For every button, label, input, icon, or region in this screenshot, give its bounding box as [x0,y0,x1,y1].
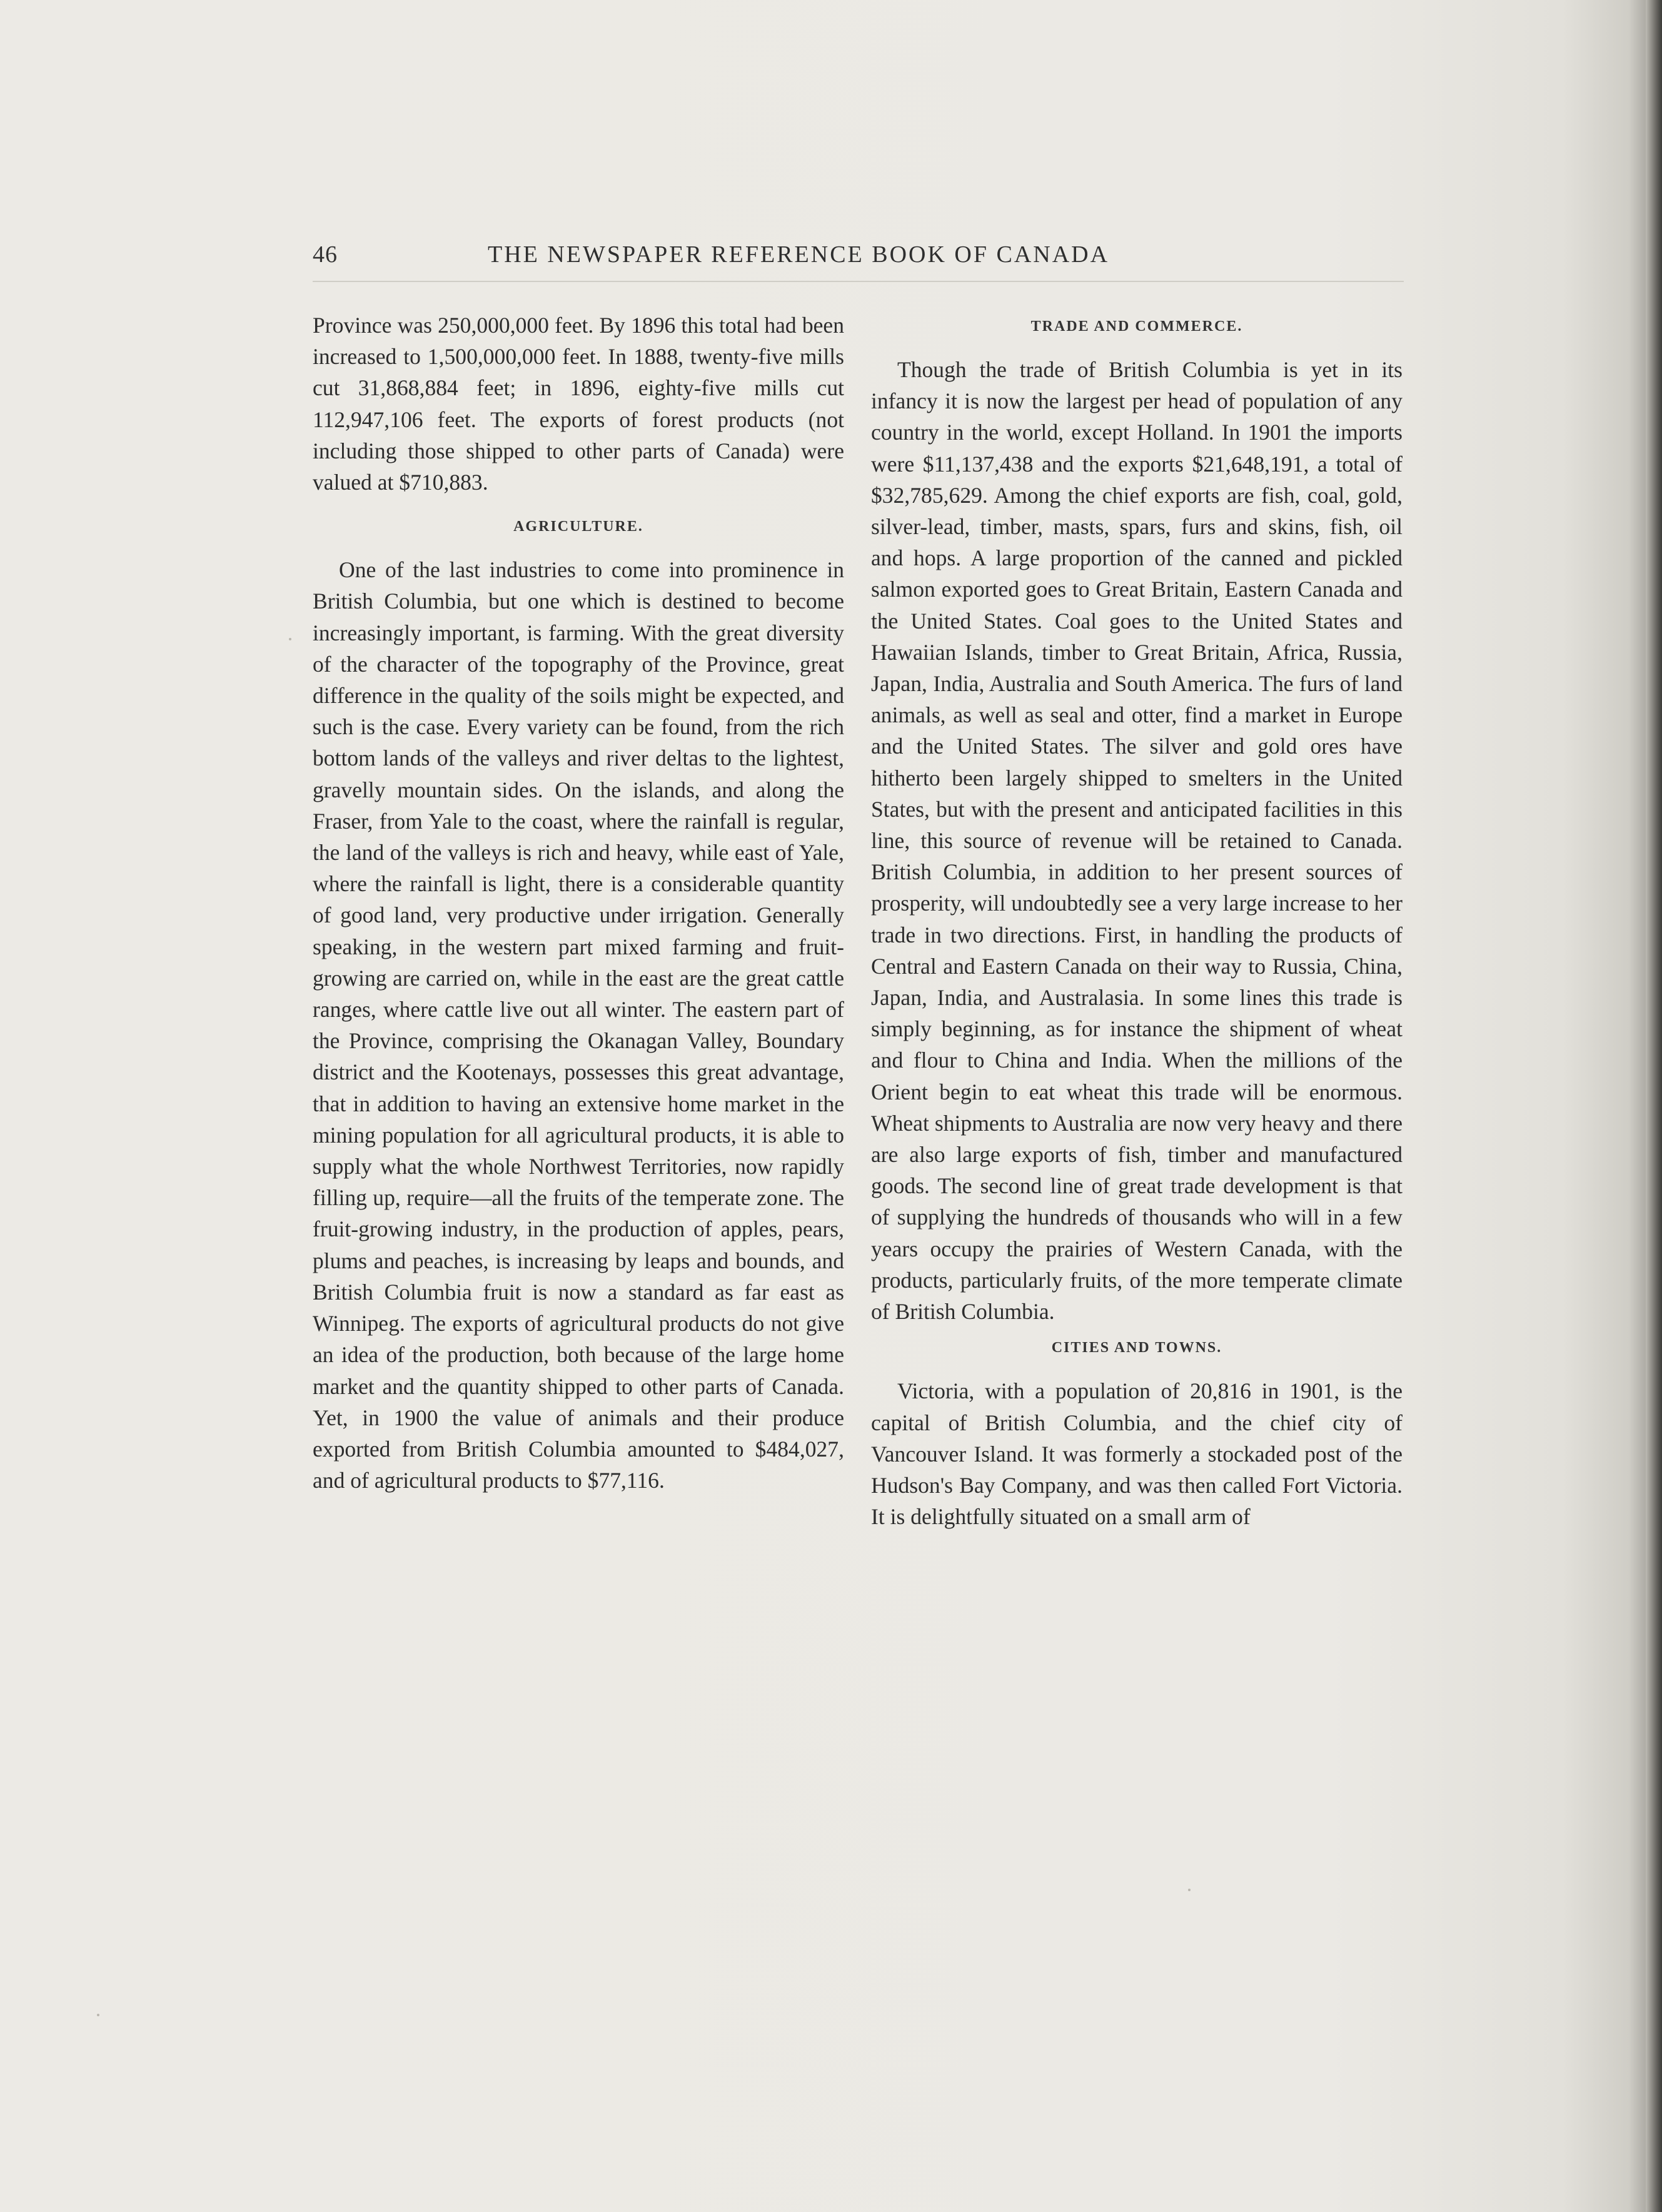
trade-paragraph: Though the trade of British Columbia is yet in its infancy it is now the largest per head of population of any country in the world, except Holland. In 1901 the imports were $11,137,438 and the exports $21,648,191, a total of $32,785,629. Among the chief exports are fish, coal, gold, silver-lead, timber, masts, spars, furs and skins, fish, oil and hops. A large proportion of the canned and pickled salmon exported goes to Great Britain, Eastern Canada and the United States. Coal goes to the United States and Hawaiian Islands, timber to Great Britain, Africa, Russia, Japan, India, Australia and South America. The furs of land animals, as well as seal and otter, find a market in Europe and the United States. The silver and gold ores have hitherto been largely shipped to smelters in the United States, but with the present and anticipated facilities in this line, this source of revenue will be retained to Canada. British Columbia, in addition to her present sources of prosperity, will undoubtedly see a very large increase to her trade in two directions. First, in handling the products of Central and Eastern Canada on their way to Russia, China, Japan, India, and Australasia. In some lines this trade is simply beginning, as for instance the shipment of wheat and flour to China and India. When the millions of the Orient begin to eat wheat this trade will be enormous. Wheat shipments to Australia are now very heavy and there are also large exports of fish, timber and manufactured goods. The second line of great trade development is that of supplying the hundreds of thousands who will in a few years occupy the prairies of Western Canada, with the products, particularly fruits, of the more temperate climate of British Columbia. [871,357,1403,1325]
agriculture-paragraph: One of the last industries to come into prominence in British Columbia, but one which is destined to become increasingly important, is farming. With the great diversity of the character of the topography of the Province, great difference in the quality of the soils might be expected, and such is the case. Every variety can be found, from the rich bottom lands of the valleys and river deltas to the lightest, gravelly mountain sides. On the islands, and along the Fraser, from Yale to the coast, where the rainfall is regular, the land of the valleys is rich and heavy, while east of Yale, where the rainfall is light, there is a considerable quantity of good land, very productive under irrigation. Generally speaking, in the western part mixed farming and fruit-growing are carried on, while in the east are the great cattle ranges, where cattle live out all winter. The eastern part of the Province, comprising the Okanagan Valley, Boundary district and the Kootenays, possesses this great advantage, that in addition to having an extensive home market in the mining population for all agricultural products, it is able to supply what the whole Northwest Territories, now rapidly filling up, require—all the fruits of the temperate zone. The fruit-growing industry, in the production of apples, pears, plums and peaches, is increasing by leaps and bounds, and British Columbia fruit is now a standard as far east as Winnipeg. The exports of agricultural products do not give an idea of the production, both because of the large home market and the quantity shipped to other parts of Canada. Yet, in 1900 the value of animals and their produce exported from British Columbia amounted to $484,027, and of agricultural products to $77,116. [313,557,844,1493]
right-column [871,310,1403,1532]
running-title: THE NEWSPAPER REFERENCE BOOK OF CANADA [488,241,1110,268]
page-binding-edge [1646,0,1662,2212]
paper-speck [289,638,291,640]
paper-speck [1188,1889,1191,1891]
cities-paragraph: Victoria, with a population of 20,816 in 1901, is the capital of British Columbia, and the chief city of Vancouver Island. It was formerly a stockaded post of the Hudson's Bay Company, and was then called Fort Victoria. It is delightfully situated on a small arm of [871,1378,1403,1530]
cities-heading: CITIES AND TOWNS. [1051,1340,1222,1356]
page-header [313,241,1404,272]
page-number: 46 [313,241,338,268]
agriculture-heading: AGRICULTURE. [513,518,643,535]
trade-heading: TRADE AND COMMERCE. [1030,318,1243,335]
paper-speck [97,2014,99,2016]
header-rule [313,281,1404,282]
forestry-paragraph: Province was 250,000,000 feet. By 1896 this total had been increased to 1,500,000,000 feet. In 1888, twenty-five mills cut 31,868,884 feet; in 1896, eighty-five mills cut 112,947,106 feet. The exports of forest products (not including those shipped to other parts of Canada) were valued at $710,883. [313,313,844,495]
left-column [313,310,844,1496]
